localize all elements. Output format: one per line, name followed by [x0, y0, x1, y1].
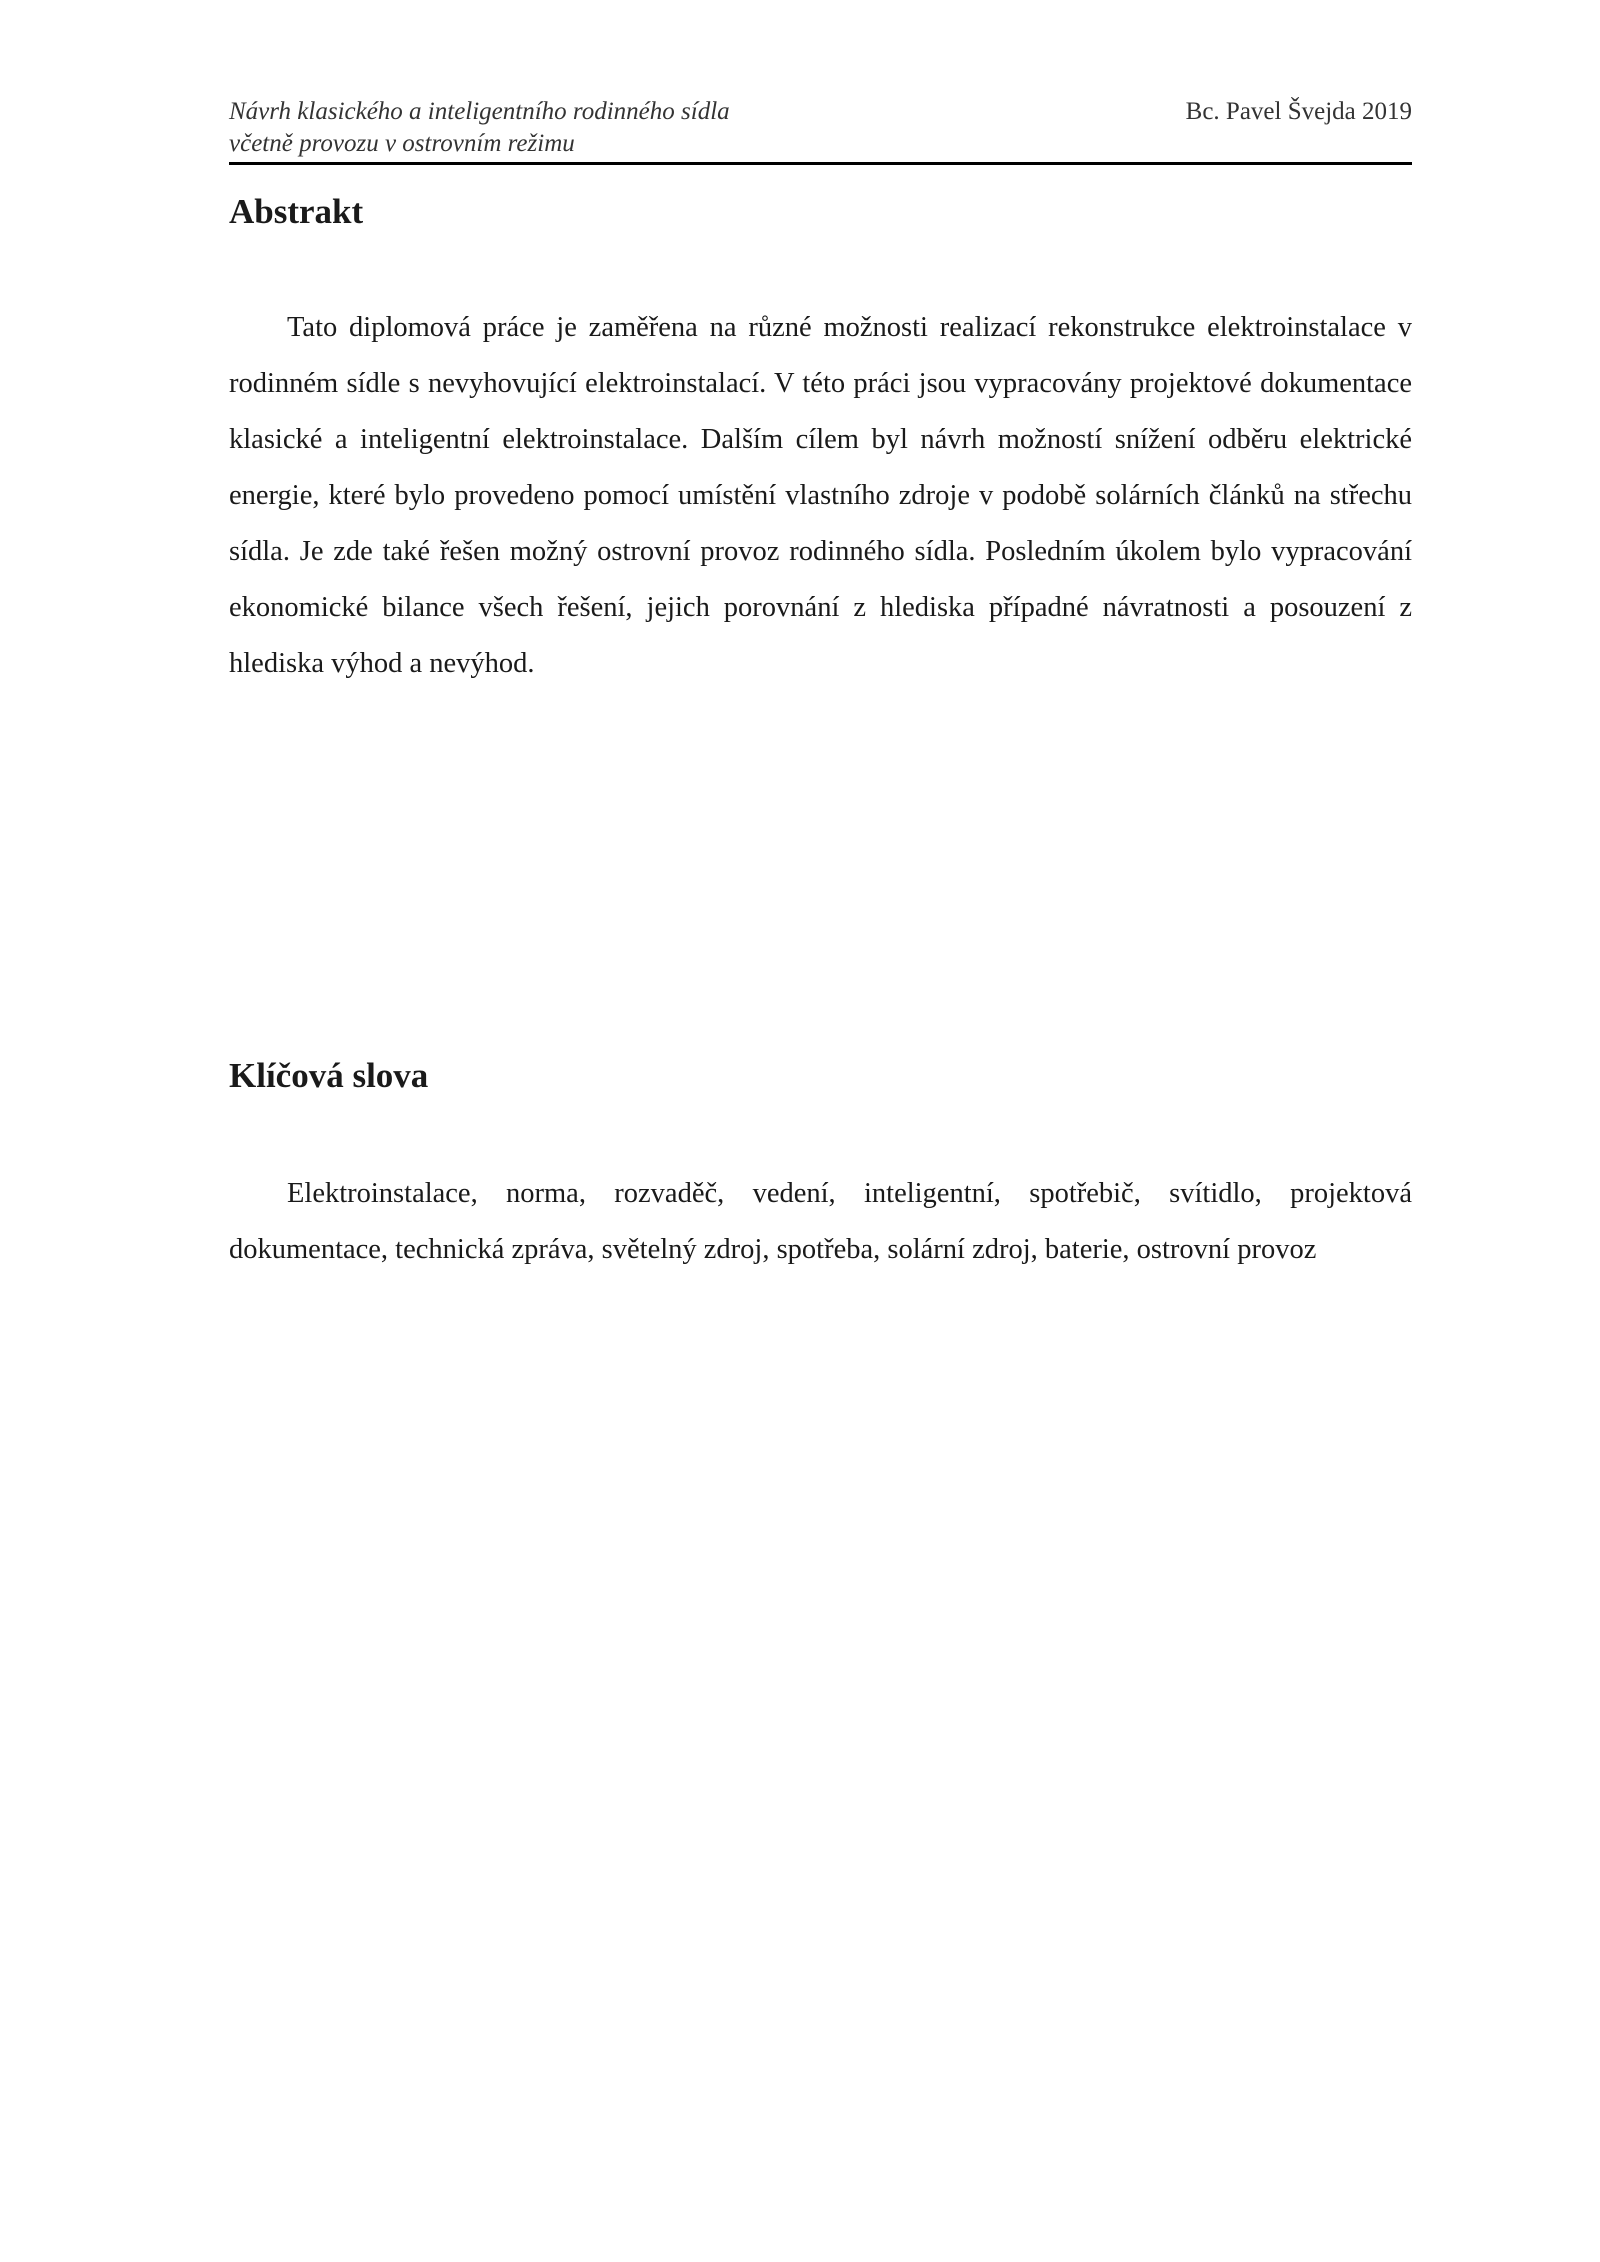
thesis-title-line-1: Návrh klasického a inteligentního rodinného sídla — [229, 98, 730, 125]
author-year: Bc. Pavel Švejda 2019 — [1185, 98, 1412, 125]
abstract-paragraph: Tato diplomová práce je zaměřena na různé možnosti realizací rekonstrukce elektroinstalace v rodinném sídle s nevyhovující elektroinstalací. V této práci jsou vypracovány projektové dokumentace klasické a inteligentní elektroinstalace. Dalším cílem byl návrh možností snížení odběru elektrické energie, které bylo provedeno pomocí umístění vlastního zdroje v podobě solárních článků na střechu sídla. Je zde také řešen možný ostrovní provoz rodinného sídla. Posledním úkolem bylo vypracování ekonomické bilance všech řešení, jejich porovnání z hlediska případné návratnosti a posouzení z hlediska výhod a nevýhod. — [229, 312, 1412, 679]
keywords-paragraph: Elektroinstalace, norma, rozvaděč, vedení, inteligentní, spotřebič, svítidlo, projektová dokumentace, technická zpráva, světelný zdroj, spotřeba, solární zdroj, baterie, ostrovní provoz — [229, 1178, 1412, 1265]
thesis-title-line-2: včetně provozu v ostrovním režimu — [229, 130, 575, 157]
running-header — [229, 96, 1412, 165]
thesis-title — [229, 96, 730, 160]
keywords-heading: Klíčová slova — [229, 1056, 429, 1095]
abstract-heading: Abstrakt — [229, 192, 364, 231]
